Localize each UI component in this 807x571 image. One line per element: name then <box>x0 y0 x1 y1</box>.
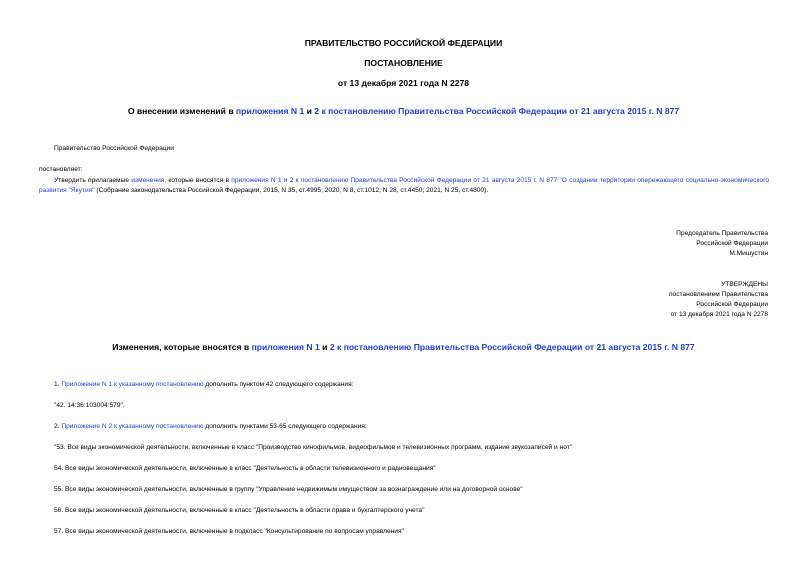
item-1-number: 1. <box>54 381 62 388</box>
changes-link-appendix-1[interactable]: приложения N 1 <box>251 342 320 352</box>
point-56: 56. Все виды экономической деятельности, включенные в класс "Деятельность в области права и бухгалтерского учета" <box>54 507 425 514</box>
approved-date: от 13 декабря 2021 года N 2278 <box>670 311 768 318</box>
changes-link-appendix-2[interactable]: 2 к постановлению Правительства Российской Федерации от 21 августа 2015 г. N 877 <box>329 342 695 352</box>
date-number-heading: от 13 декабря 2021 года N 2278 <box>337 78 470 88</box>
decrees-label: постановляет: <box>39 166 83 173</box>
point-54: 54. Все виды экономической деятельности, включенные в класс "Деятельность в области телевизионного и радиовещания" <box>54 465 436 472</box>
changes-title-mid: и <box>319 342 330 352</box>
approve-link-changes[interactable]: изменения <box>131 177 165 184</box>
title-link-appendix-1[interactable]: приложения N 1 <box>236 106 305 116</box>
item-2-text: дополнить пунктами 53-65 следующего содержания: <box>203 423 367 430</box>
org-heading: ПРАВИТЕЛЬСТВО РОССИЙСКОЙ ФЕДЕРАЦИИ <box>304 38 503 48</box>
point-57: 57. Все виды экономической деятельности, включенные в подкласс "Консультирование по вопросам управления" <box>54 528 404 535</box>
approved-label: УТВЕРЖДЕНЫ <box>721 281 768 288</box>
changes-title-prefix: Изменения, которые вносятся в <box>112 342 252 352</box>
item-1-text: дополнить пунктом 42 следующего содержания: <box>203 381 354 388</box>
signature-org: Российской Федерации <box>696 240 768 247</box>
approve-suffix: (Собрание законодательства Российской Федерации, 2015, N 35, ст.4995; 2020, N 8, ст.1012; N 28, ст.4450; 2021, N 25, ст.4800). <box>94 187 489 194</box>
item-1-quote: "42. 14:36:103004:579". <box>54 402 125 409</box>
point-55: 55. Все виды экономической деятельности, включенные в группу "Управление недвижимым имуществом за вознаграждение или на договорной основе" <box>54 486 523 493</box>
approved-by: постановлением Правительства <box>668 291 768 298</box>
approve-link-decree[interactable]: приложения N 1 и 2 к постановлению Правительства Российской Федерации от 21 августа 2015 г. N 877 "О создании территории опережающего социально-экономического развития "Якутия" <box>39 177 769 194</box>
government-label: Правительство Российской Федерации <box>54 145 174 152</box>
document-title <box>0 106 807 116</box>
changes-title <box>0 342 807 352</box>
approve-paragraph <box>39 176 769 196</box>
title-mid: и <box>304 106 315 116</box>
title-link-appendix-2[interactable]: 2 к постановлению Правительства Российской Федерации от 21 августа 2015 г. N 877 <box>314 106 680 116</box>
signature-name: М.Мишустин <box>729 250 768 257</box>
signature-title: Председатель Правительства <box>676 230 768 237</box>
item-2-number: 2. <box>54 423 62 430</box>
approved-org: Российской Федерации <box>696 301 768 308</box>
point-53: "53. Все виды экономической деятельности, включенные в класс "Производство кинофильмов, видеофильмов и телевизионных программ, издание звукозаписей и нот" <box>54 444 573 451</box>
approve-prefix: Утвердить прилагаемые <box>54 177 132 184</box>
approve-mid: , которые вносятся в <box>164 177 232 184</box>
title-prefix: О внесении изменений в <box>127 106 237 116</box>
doc-type-heading: ПОСТАНОВЛЕНИЕ <box>364 58 443 68</box>
item-2-link[interactable]: Приложение N 2 к указанному постановлению <box>61 423 204 430</box>
item-2 <box>54 423 367 431</box>
item-1-link[interactable]: Приложение N 1 к указанному постановлению <box>61 381 204 388</box>
item-1 <box>54 381 354 389</box>
